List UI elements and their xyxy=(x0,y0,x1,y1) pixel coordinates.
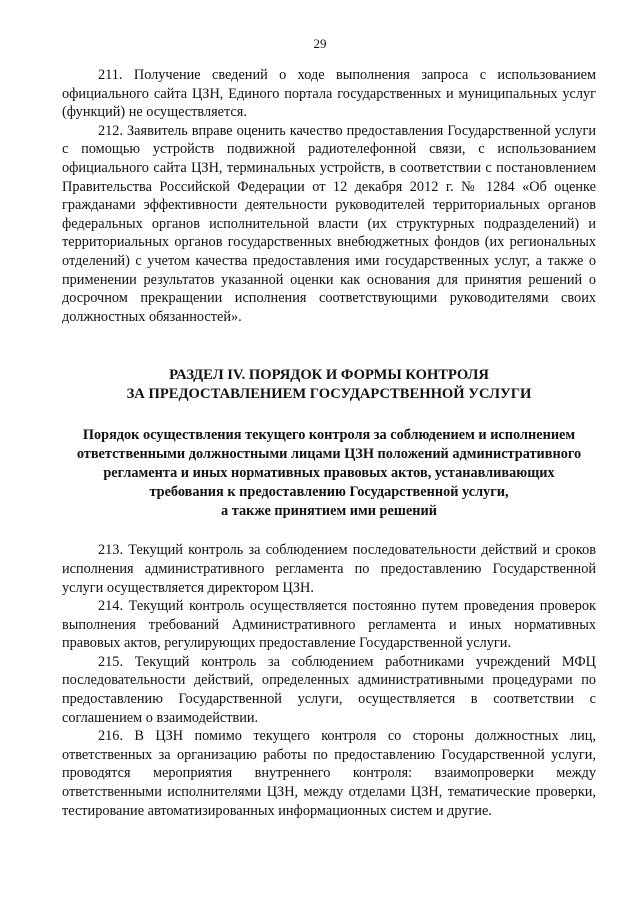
subsection-heading-line: а также принятием ими решений xyxy=(221,503,437,520)
paragraph-216: 216. В ЦЗН помимо текущего контроля со стороны должностных лиц, ответственных за организацию работы по предоставлению Государственной услуги, проводятся мероприятия внутреннего контроля: взаимопроверки между ответственными исполнителями ЦЗН, между отделами ЦЗН, тематические проверки, тестирование автоматизированных информационных систем и другие. xyxy=(62,728,596,819)
paragraph-214: 214. Текущий контроль осуществляется постоянно путем проведения проверок выполнения требований Административного регламента и иных нормативных правовых актов, регулирующих предоставление Государственной услуги. xyxy=(62,598,596,652)
section-heading-line: РАЗДЕЛ IV. ПОРЯДОК И ФОРМЫ КОНТРОЛЯ xyxy=(169,367,489,384)
subsection-heading-line: Порядок осуществления текущего контроля за соблюдением и исполнением xyxy=(82,427,576,444)
subsection-heading-line: ответственными должностными лицами ЦЗН положений административного xyxy=(76,446,582,463)
page-number: 29 xyxy=(313,36,327,51)
document-body xyxy=(62,66,596,820)
spacer xyxy=(62,521,596,541)
subsection-heading-line: регламента и иных нормативных правовых актов, устанавливающих xyxy=(103,465,555,482)
paragraph-212: 212. Заявитель вправе оценить качество предоставления Государственной услуги с помощью устройств подвижной радиотелефонной связи, с использованием официального сайта ЦЗН, терминальных устройств, в соответствии с постановлением Правительства Российской Федерации от 12 декабря 2012 г. № 1284 «Об оценке гражданами эффективности деятельности руководителей территориальных органов федеральных органов исполнительной власти (их структурных подразделений) и территориальных органов государственных внебюджетных фондов (их региональных отделений) с учетом качества предоставления ими государственных услуг, а также о применении результатов указанной оценки как основания для принятия решений о досрочном прекращении исполнения соответствующими руководителями своих должностных обязанностей». xyxy=(62,122,596,325)
paragraph-211: 211. Получение сведений о ходе выполнения запроса с использованием официального сайта ЦЗН, Единого портала государственных и муниципальных услуг (функций) не осуществляется. xyxy=(62,67,596,121)
paragraph-215: 215. Текущий контроль за соблюдением работниками учреждений МФЦ последовательности действий, определенных административными процедурами по предоставлению Государственной услуги, осуществляется в соответствии с соглашением о взаимодействии. xyxy=(62,653,596,726)
section-heading-line: ЗА ПРЕДОСТАВЛЕНИЕМ ГОСУДАРСТВЕННОЙ УСЛУГИ xyxy=(126,386,532,403)
section-heading xyxy=(62,366,596,404)
paragraph-213: 213. Текущий контроль за соблюдением последовательности действий и сроков исполнения административного регламента по предоставлению Государственной услуги осуществляется директором ЦЗН. xyxy=(62,542,596,596)
subsection-heading xyxy=(62,426,596,521)
subsection-heading-line: требования к предоставлению Государственной услуги, xyxy=(149,484,509,501)
